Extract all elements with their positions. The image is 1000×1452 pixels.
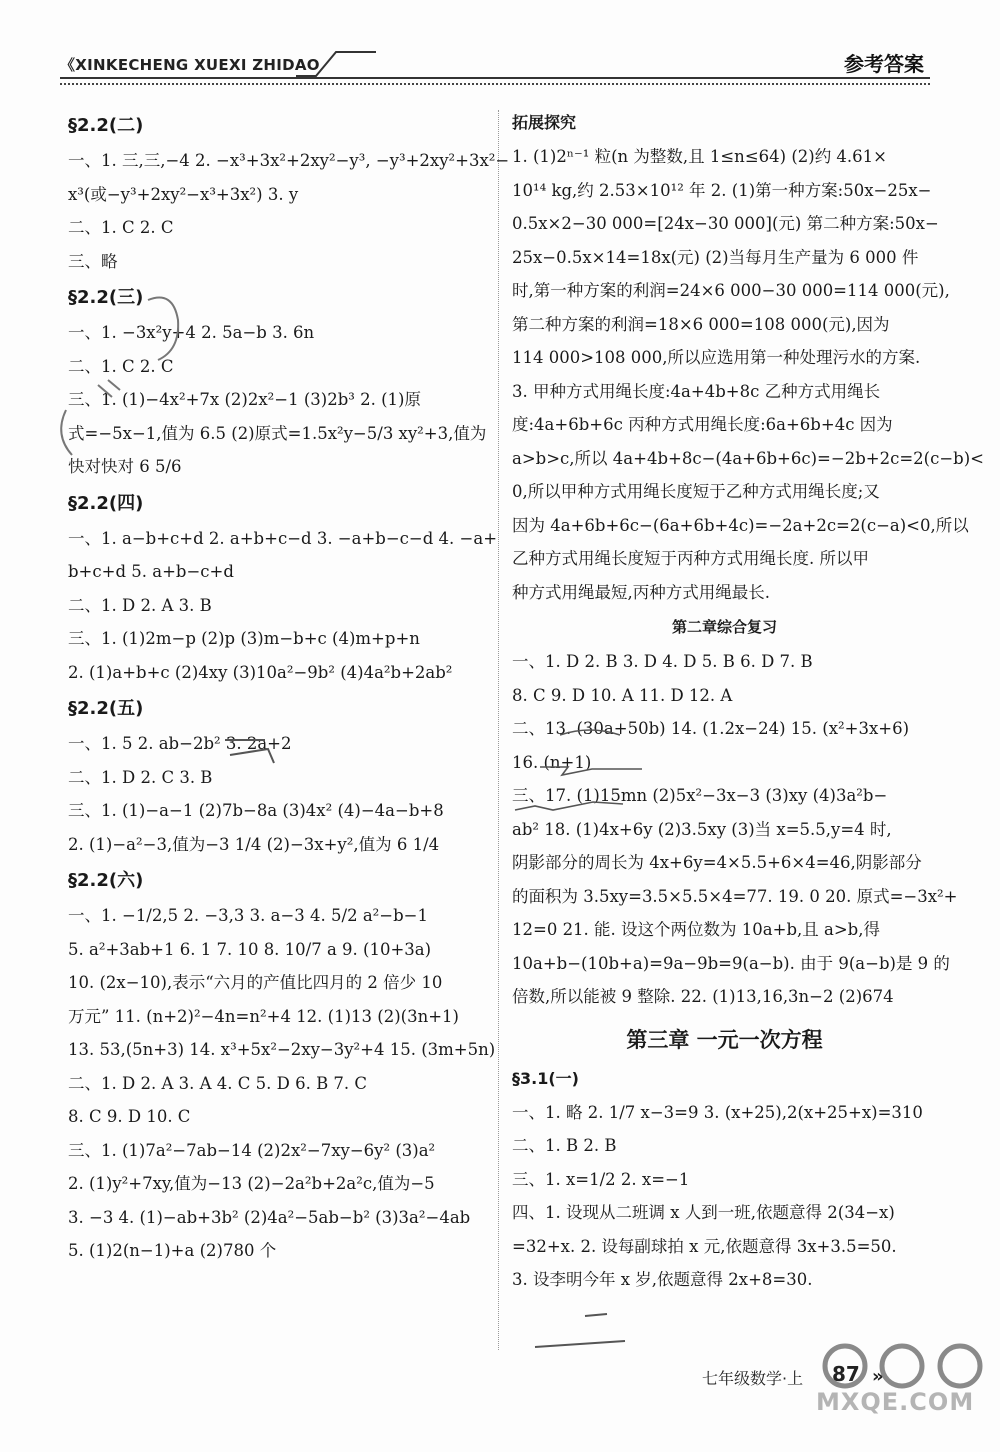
answer-line: 阴影部分的周长为 4x+6y=4×5.5+6×4=46,阴影部分 xyxy=(512,853,922,872)
answer-line: 度:4a+6b+6c 丙种方式用绳长度:6a+6b+4c 因为 xyxy=(512,415,893,434)
header-dotted-rule xyxy=(60,83,930,85)
answer-line: 时,第一种方案的利润=24×6 000−30 000=114 000(元), xyxy=(512,281,950,300)
answer-line: 一、1. 三,三,−4 2. −x³+3x²+2xy²−y³, −y³+2xy²+3x²− xyxy=(68,151,510,170)
section-heading: §2.2(二) xyxy=(68,115,144,136)
answer-line: 10¹⁴ kg,约 2.53×10¹² 年 2. (1)第一种方案:50x−25x− xyxy=(512,180,932,200)
answer-line: 三、1. (1)7a²−7ab−14 (2)2x²−7xy−6y² (3)a² xyxy=(68,1140,436,1160)
answer-line: 倍数,所以能被 9 整除. 22. (1)13,16,3n−2 (2)674 xyxy=(512,987,894,1006)
answer-line: x³(或−y³+2xy²−x³+3x²) 3. y xyxy=(68,184,299,204)
section-heading: §2.2(六) xyxy=(68,870,144,891)
answer-line: 一、1. −1/2,5 2. −3,3 3. a−3 4. 5/2 a²−b−1 xyxy=(68,906,428,925)
answer-line: 16. (n+1) xyxy=(512,752,592,772)
answer-line: 三、17. (1)15mn (2)5x²−3x−3 (3)xy (4)3a²b− xyxy=(512,786,888,805)
answer-line: 式=−5x−1,值为 6.5 (2)原式=1.5x²y−5/3 xy²+3,值为 xyxy=(68,423,487,443)
answer-line: 二、1. D 2. C 3. B xyxy=(68,767,213,787)
answer-line: 二、13. (30a+50b) 14. (1.2x−24) 15. (x²+3x+6) xyxy=(512,719,910,738)
answer-line: 三、略 xyxy=(68,251,118,271)
answer-line: 一、1. a−b+c+d 2. a+b+c−d 3. −a+b−c−d 4. −a+ xyxy=(68,528,498,548)
answer-line: 三、1. (1)2m−p (2)p (3)m−b+c (4)m+p+n xyxy=(68,629,420,648)
answer-line: 二、1. C 2. C xyxy=(68,356,174,376)
answer-line: 种方式用绳最短,丙种方式用绳最长. xyxy=(512,582,770,602)
page-number: 87 xyxy=(832,1362,860,1386)
chapter-heading: 第三章 一元一次方程 xyxy=(626,1027,823,1052)
header-slant-decoration xyxy=(296,50,376,78)
answer-line: 13. 53,(5n+3) 14. x³+5x²−2xy−3y²+4 15. (3m+5n) xyxy=(68,1040,496,1059)
answer-line: 四、1. 设现从二班调 x 人到一班,依题意得 2(34−x) xyxy=(512,1203,895,1222)
answer-line: 一、1. D 2. B 3. D 4. D 5. B 6. D 7. B xyxy=(512,652,813,671)
answer-line: 10. (2x−10),表示“六月的产值比四月的 2 倍少 10 xyxy=(68,973,443,992)
watermark-text: MXQE.COM xyxy=(816,1388,975,1416)
answer-line: 2. (1)−a²−3,值为−3 1/4 (2)−3x+y²,值为 6 1/4 xyxy=(68,834,440,854)
answer-line: 一、1. 略 2. 1/7 x−3=9 3. (x+25),2(x+25+x)=310 xyxy=(512,1102,923,1122)
answer-line: 114 000>108 000,所以应选用第一种处理污水的方案. xyxy=(512,348,921,367)
right-column xyxy=(512,106,984,1297)
answer-line: =32+x. 2. 设每副球拍 x 元,依题意得 3x+3.5=50. xyxy=(512,1236,897,1256)
footer-grade-label: 七年级数学·上 xyxy=(702,1369,804,1388)
answer-line: 5. a²+3ab+1 6. 1 7. 10 8. 10/7 a 9. (10+3a) xyxy=(68,939,432,959)
answer-line: 5. (1)2(n−1)+a (2)780 个 xyxy=(68,1241,277,1260)
answer-line: 乙种方式用绳长度短于丙种方式用绳长度. 所以甲 xyxy=(512,549,869,568)
answer-line: 25x−0.5x×14=18x(元) (2)当每月生产量为 6 000 件 xyxy=(512,247,919,267)
series-brand: 《XINKECHENG XUEXI ZHIDAO xyxy=(60,56,320,74)
answer-line: 8. C 9. D 10. A 11. D 12. A xyxy=(512,685,733,705)
section-heading: §2.2(四) xyxy=(68,492,144,514)
answer-line: 3. −3 4. (1)−ab+3b² (2)4a²−5ab−b² (3)3a²−4ab xyxy=(68,1207,471,1227)
left-column xyxy=(68,106,510,1268)
answer-line: 10a+b−(10b+a)=9a−9b=9(a−b). 由于 9(a−b)是 9 的 xyxy=(512,953,950,973)
answer-line: 一、1. −3x²y+4 2. 5a−b 3. 6n xyxy=(68,323,315,342)
answer-line: 快对快对 6 5/6 xyxy=(68,457,182,476)
answer-line: 1. (1)2ⁿ⁻¹ 粒(n 为整数,且 1≤n≤64) (2)约 4.61× xyxy=(512,147,887,166)
answer-line: 8. C 9. D 10. C xyxy=(68,1107,191,1126)
answer-line: 一、1. 5 2. ab−2b² 3. 2a+2 xyxy=(68,734,292,753)
page-header xyxy=(60,44,930,82)
answer-line: 二、1. D 2. A 3. B xyxy=(68,595,212,615)
answer-line: ab² 18. (1)4x+6y (2)3.5xy (3)当 x=5.5,y=4 时, xyxy=(512,819,892,839)
answer-line: 三、1. x=1/2 2. x=−1 xyxy=(512,1169,690,1189)
review-heading: 第二章综合复习 xyxy=(671,618,777,636)
answer-line: 第二种方案的利润=18×6 000=108 000(元),因为 xyxy=(512,314,890,334)
answer-line: 因为 4a+6b+6c−(6a+6b+4c)=−2a+2c=2(c−a)<0,所以 xyxy=(512,515,969,535)
header-title: 参考答案 xyxy=(844,52,924,76)
answer-line: 3. 甲种方式用绳长度:4a+4b+8c 乙种方式用绳长 xyxy=(512,381,881,401)
answer-line: 二、1. B 2. B xyxy=(512,1136,617,1155)
answer-line: 万元” 11. (n+2)²−4n=n²+4 12. (1)13 (2)(3n+1) xyxy=(68,1006,459,1026)
answer-line: 2. (1)y²+7xy,值为−13 (2)−2a²b+2a²c,值为−5 xyxy=(68,1174,435,1193)
answer-line: 二、1. C 2. C xyxy=(68,218,174,237)
answer-line: 的面积为 3.5xy=3.5×5.5×4=77. 19. 0 20. 原式=−3x²+ xyxy=(512,886,958,906)
footer-arrows-icon: » xyxy=(872,1366,884,1387)
answer-line: 12=0 21. 能. 设这个两位数为 10a+b,且 a>b,得 xyxy=(512,920,880,939)
subsection-heading: §3.1(一) xyxy=(512,1068,579,1088)
column-divider xyxy=(498,110,499,1350)
section-heading: §2.2(三) xyxy=(68,287,144,308)
answer-line: 三、1. (1)−a−1 (2)7b−8a (3)4x² (4)−4a−b+8 xyxy=(68,801,444,820)
answer-line: 三、1. (1)−4x²+7x (2)2x²−1 (3)2b³ 2. (1)原 xyxy=(68,390,421,409)
header-rule xyxy=(60,77,930,79)
answer-line: 2. (1)a+b+c (2)4xy (3)10a²−9b² (4)4a²b+2ab² xyxy=(68,662,453,682)
answer-line: 0,所以甲种方式用绳长度短于乙种方式用绳长度;又 xyxy=(512,482,880,501)
answer-line: 二、1. D 2. A 3. A 4. C 5. D 6. B 7. C xyxy=(68,1073,368,1093)
section-heading: §2.2(五) xyxy=(68,698,144,719)
answer-line: 3. 设李明今年 x 岁,依题意得 2x+8=30. xyxy=(512,1270,813,1289)
answer-line: a>b>c,所以 4a+4b+8c−(4a+6b+6c)=−2b+2c=2(c−b)< xyxy=(512,448,984,468)
answer-line: b+c+d 5. a+b−c+d xyxy=(68,562,234,581)
answer-line: 0.5x×2−30 000=[24x−30 000](元) 第二种方案:50x− xyxy=(512,214,939,233)
subsection-heading: 拓展探究 xyxy=(512,113,577,132)
